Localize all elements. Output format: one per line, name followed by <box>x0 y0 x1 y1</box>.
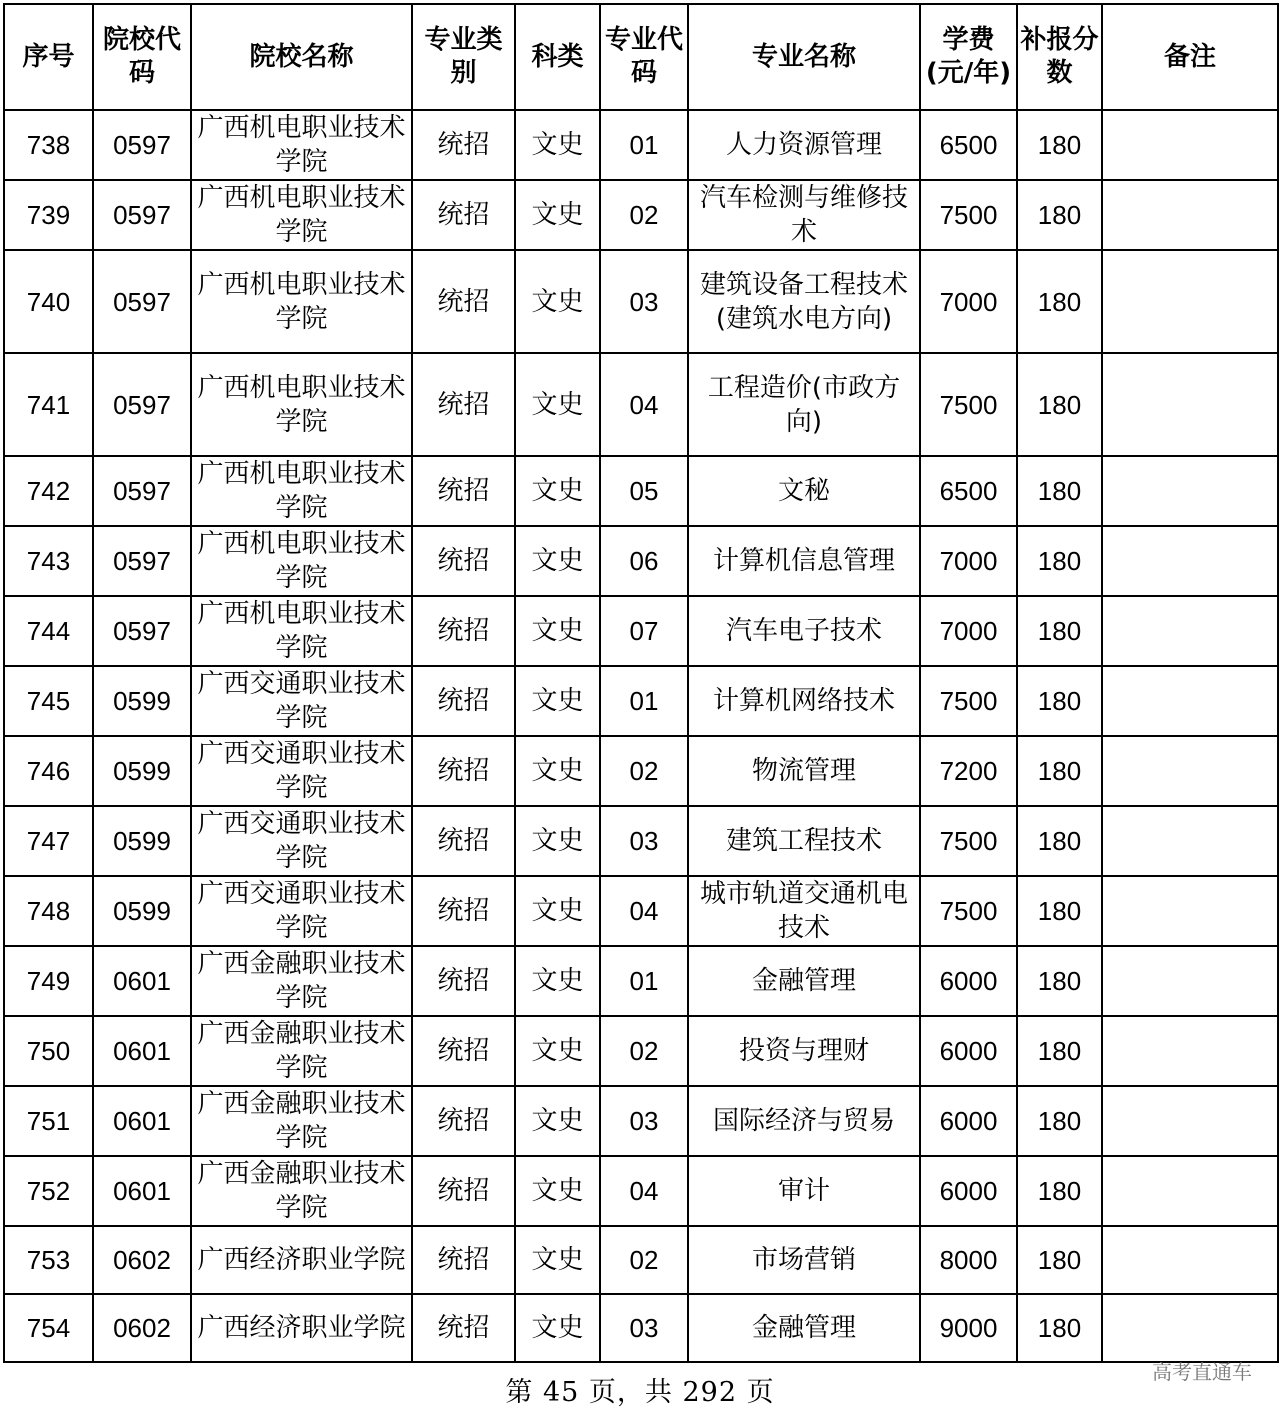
cell-school-code: 0597 <box>93 110 191 180</box>
cell-school-name: 广西交通职业技术学院 <box>191 736 412 806</box>
cell-major-code: 01 <box>600 110 688 180</box>
cell-major-name: 计算机信息管理 <box>688 526 920 596</box>
cell-fee: 6500 <box>920 456 1017 526</box>
cell-major-code: 01 <box>600 946 688 1016</box>
cell-school-code: 0597 <box>93 596 191 666</box>
cell-school-name: 广西金融职业技术学院 <box>191 1156 412 1226</box>
header-note: 备注 <box>1102 4 1278 110</box>
cell-major-code: 07 <box>600 596 688 666</box>
cell-fee: 7000 <box>920 250 1017 353</box>
header-fee: 学费(元/年) <box>920 4 1017 110</box>
cell-score: 180 <box>1017 353 1102 456</box>
cell-seq: 742 <box>4 456 93 526</box>
cell-fee: 7500 <box>920 876 1017 946</box>
header-school-code: 院校代码 <box>93 4 191 110</box>
cell-score: 180 <box>1017 526 1102 596</box>
cell-major-code: 02 <box>600 1016 688 1086</box>
cell-subject: 文史 <box>515 180 600 250</box>
cell-note <box>1102 666 1278 736</box>
cell-school-name: 广西交通职业技术学院 <box>191 666 412 736</box>
cell-score: 180 <box>1017 946 1102 1016</box>
header-major-name: 专业名称 <box>688 4 920 110</box>
table-row <box>4 596 1278 666</box>
table-row <box>4 180 1278 250</box>
cell-school-code: 0599 <box>93 876 191 946</box>
cell-note <box>1102 806 1278 876</box>
cell-school-name: 广西机电职业技术学院 <box>191 180 412 250</box>
cell-seq: 739 <box>4 180 93 250</box>
cell-major-code: 02 <box>600 180 688 250</box>
cell-major-name: 建筑工程技术 <box>688 806 920 876</box>
header-seq: 序号 <box>4 4 93 110</box>
cell-subject: 文史 <box>515 946 600 1016</box>
cell-subject: 文史 <box>515 110 600 180</box>
cell-note <box>1102 456 1278 526</box>
cell-seq: 745 <box>4 666 93 736</box>
table-row <box>4 110 1278 180</box>
cell-school-code: 0599 <box>93 806 191 876</box>
cell-note <box>1102 250 1278 353</box>
table-row <box>4 456 1278 526</box>
table-row <box>4 1226 1278 1294</box>
cell-score: 180 <box>1017 736 1102 806</box>
cell-subject: 文史 <box>515 1156 600 1226</box>
cell-major-code: 02 <box>600 1226 688 1294</box>
cell-school-code: 0597 <box>93 353 191 456</box>
cell-note <box>1102 876 1278 946</box>
watermark: 高考直通车 <box>1152 1360 1252 1384</box>
header-subject: 科类 <box>515 4 600 110</box>
table-row <box>4 666 1278 736</box>
cell-score: 180 <box>1017 1016 1102 1086</box>
table-row <box>4 353 1278 456</box>
cell-subject: 文史 <box>515 1294 600 1362</box>
cell-score: 180 <box>1017 876 1102 946</box>
cell-seq: 751 <box>4 1086 93 1156</box>
cell-major-code: 05 <box>600 456 688 526</box>
cell-school-code: 0597 <box>93 456 191 526</box>
cell-school-name: 广西机电职业技术学院 <box>191 456 412 526</box>
cell-seq: 740 <box>4 250 93 353</box>
cell-note <box>1102 1086 1278 1156</box>
cell-school-code: 0601 <box>93 1016 191 1086</box>
cell-seq: 743 <box>4 526 93 596</box>
cell-seq: 748 <box>4 876 93 946</box>
cell-school-name: 广西机电职业技术学院 <box>191 596 412 666</box>
cell-school-code: 0602 <box>93 1226 191 1294</box>
cell-category: 统招 <box>412 1156 515 1226</box>
cell-school-name: 广西金融职业技术学院 <box>191 1016 412 1086</box>
cell-major-code: 03 <box>600 250 688 353</box>
table-row <box>4 946 1278 1016</box>
cell-category: 统招 <box>412 1226 515 1294</box>
cell-subject: 文史 <box>515 736 600 806</box>
cell-category: 统招 <box>412 110 515 180</box>
cell-seq: 752 <box>4 1156 93 1226</box>
cell-score: 180 <box>1017 456 1102 526</box>
cell-major-name: 审计 <box>688 1156 920 1226</box>
cell-subject: 文史 <box>515 596 600 666</box>
cell-major-name: 金融管理 <box>688 946 920 1016</box>
table-row <box>4 250 1278 353</box>
cell-note <box>1102 353 1278 456</box>
cell-major-code: 03 <box>600 806 688 876</box>
cell-note <box>1102 1294 1278 1362</box>
cell-fee: 7200 <box>920 736 1017 806</box>
cell-major-code: 01 <box>600 666 688 736</box>
cell-major-name: 物流管理 <box>688 736 920 806</box>
cell-major-name: 文秘 <box>688 456 920 526</box>
cell-school-code: 0601 <box>93 1086 191 1156</box>
table-body <box>4 110 1278 1362</box>
cell-subject: 文史 <box>515 353 600 456</box>
cell-note <box>1102 736 1278 806</box>
cell-seq: 744 <box>4 596 93 666</box>
cell-category: 统招 <box>412 456 515 526</box>
cell-score: 180 <box>1017 110 1102 180</box>
header-major-code: 专业代码 <box>600 4 688 110</box>
cell-score: 180 <box>1017 806 1102 876</box>
cell-note <box>1102 946 1278 1016</box>
cell-school-name: 广西交通职业技术学院 <box>191 806 412 876</box>
cell-major-code: 06 <box>600 526 688 596</box>
cell-school-name: 广西机电职业技术学院 <box>191 110 412 180</box>
cell-school-code: 0599 <box>93 736 191 806</box>
table-row <box>4 1016 1278 1086</box>
cell-score: 180 <box>1017 596 1102 666</box>
table-row <box>4 736 1278 806</box>
cell-note <box>1102 1016 1278 1086</box>
admission-table <box>3 3 1279 1363</box>
cell-school-name: 广西机电职业技术学院 <box>191 526 412 596</box>
cell-major-code: 03 <box>600 1294 688 1362</box>
cell-seq: 741 <box>4 353 93 456</box>
cell-major-name: 市场营销 <box>688 1226 920 1294</box>
cell-school-name: 广西机电职业技术学院 <box>191 353 412 456</box>
cell-school-name: 广西交通职业技术学院 <box>191 876 412 946</box>
cell-category: 统招 <box>412 1086 515 1156</box>
cell-subject: 文史 <box>515 1226 600 1294</box>
cell-subject: 文史 <box>515 1086 600 1156</box>
cell-score: 180 <box>1017 1086 1102 1156</box>
cell-fee: 6000 <box>920 1016 1017 1086</box>
cell-category: 统招 <box>412 876 515 946</box>
cell-category: 统招 <box>412 596 515 666</box>
cell-school-code: 0597 <box>93 180 191 250</box>
cell-major-name: 金融管理 <box>688 1294 920 1362</box>
cell-major-name: 工程造价(市政方向) <box>688 353 920 456</box>
cell-major-name: 建筑设备工程技术(建筑水电方向) <box>688 250 920 353</box>
cell-seq: 754 <box>4 1294 93 1362</box>
cell-note <box>1102 180 1278 250</box>
cell-subject: 文史 <box>515 250 600 353</box>
cell-note <box>1102 110 1278 180</box>
cell-major-name: 城市轨道交通机电技术 <box>688 876 920 946</box>
cell-school-name: 广西经济职业学院 <box>191 1294 412 1362</box>
cell-score: 180 <box>1017 1156 1102 1226</box>
cell-note <box>1102 596 1278 666</box>
table-row <box>4 1294 1278 1362</box>
cell-school-code: 0599 <box>93 666 191 736</box>
cell-subject: 文史 <box>515 876 600 946</box>
cell-note <box>1102 1156 1278 1226</box>
cell-major-name: 计算机网络技术 <box>688 666 920 736</box>
table-row <box>4 526 1278 596</box>
cell-score: 180 <box>1017 180 1102 250</box>
cell-school-code: 0597 <box>93 526 191 596</box>
cell-seq: 749 <box>4 946 93 1016</box>
cell-fee: 6500 <box>920 110 1017 180</box>
header-category: 专业类别 <box>412 4 515 110</box>
cell-subject: 文史 <box>515 666 600 736</box>
table-row <box>4 876 1278 946</box>
cell-seq: 753 <box>4 1226 93 1294</box>
cell-fee: 7000 <box>920 596 1017 666</box>
cell-major-name: 国际经济与贸易 <box>688 1086 920 1156</box>
cell-category: 统招 <box>412 946 515 1016</box>
cell-school-name: 广西金融职业技术学院 <box>191 1086 412 1156</box>
cell-major-name: 汽车检测与维修技术 <box>688 180 920 250</box>
cell-score: 180 <box>1017 1226 1102 1294</box>
cell-fee: 7500 <box>920 806 1017 876</box>
cell-fee: 7000 <box>920 526 1017 596</box>
cell-school-name: 广西金融职业技术学院 <box>191 946 412 1016</box>
cell-category: 统招 <box>412 666 515 736</box>
cell-school-code: 0602 <box>93 1294 191 1362</box>
cell-major-name: 人力资源管理 <box>688 110 920 180</box>
cell-major-code: 04 <box>600 876 688 946</box>
cell-category: 统招 <box>412 526 515 596</box>
cell-school-code: 0597 <box>93 250 191 353</box>
page-number: 第 45 页，共 292 页 <box>505 1377 775 1408</box>
cell-school-name: 广西机电职业技术学院 <box>191 250 412 353</box>
header-score: 补报分数 <box>1017 4 1102 110</box>
header-row <box>4 4 1278 110</box>
cell-major-code: 04 <box>600 1156 688 1226</box>
cell-fee: 8000 <box>920 1226 1017 1294</box>
cell-score: 180 <box>1017 250 1102 353</box>
cell-category: 统招 <box>412 736 515 806</box>
cell-major-name: 投资与理财 <box>688 1016 920 1086</box>
cell-seq: 746 <box>4 736 93 806</box>
cell-category: 统招 <box>412 1294 515 1362</box>
cell-fee: 6000 <box>920 1156 1017 1226</box>
cell-fee: 6000 <box>920 946 1017 1016</box>
cell-category: 统招 <box>412 353 515 456</box>
cell-note <box>1102 1226 1278 1294</box>
table-row <box>4 1086 1278 1156</box>
cell-subject: 文史 <box>515 1016 600 1086</box>
cell-school-code: 0601 <box>93 946 191 1016</box>
cell-subject: 文史 <box>515 456 600 526</box>
cell-score: 180 <box>1017 1294 1102 1362</box>
cell-fee: 6000 <box>920 1086 1017 1156</box>
cell-score: 180 <box>1017 666 1102 736</box>
cell-major-name: 汽车电子技术 <box>688 596 920 666</box>
cell-category: 统招 <box>412 180 515 250</box>
cell-fee: 9000 <box>920 1294 1017 1362</box>
table-row <box>4 806 1278 876</box>
cell-note <box>1102 526 1278 596</box>
cell-major-code: 03 <box>600 1086 688 1156</box>
cell-major-code: 02 <box>600 736 688 806</box>
cell-school-name: 广西经济职业学院 <box>191 1226 412 1294</box>
cell-fee: 7500 <box>920 180 1017 250</box>
table-row <box>4 1156 1278 1226</box>
cell-category: 统招 <box>412 250 515 353</box>
cell-category: 统招 <box>412 806 515 876</box>
cell-fee: 7500 <box>920 666 1017 736</box>
cell-category: 统招 <box>412 1016 515 1086</box>
cell-seq: 750 <box>4 1016 93 1086</box>
cell-seq: 747 <box>4 806 93 876</box>
cell-major-code: 04 <box>600 353 688 456</box>
cell-seq: 738 <box>4 110 93 180</box>
header-school-name: 院校名称 <box>191 4 412 110</box>
cell-subject: 文史 <box>515 526 600 596</box>
cell-subject: 文史 <box>515 806 600 876</box>
cell-fee: 7500 <box>920 353 1017 456</box>
cell-school-code: 0601 <box>93 1156 191 1226</box>
